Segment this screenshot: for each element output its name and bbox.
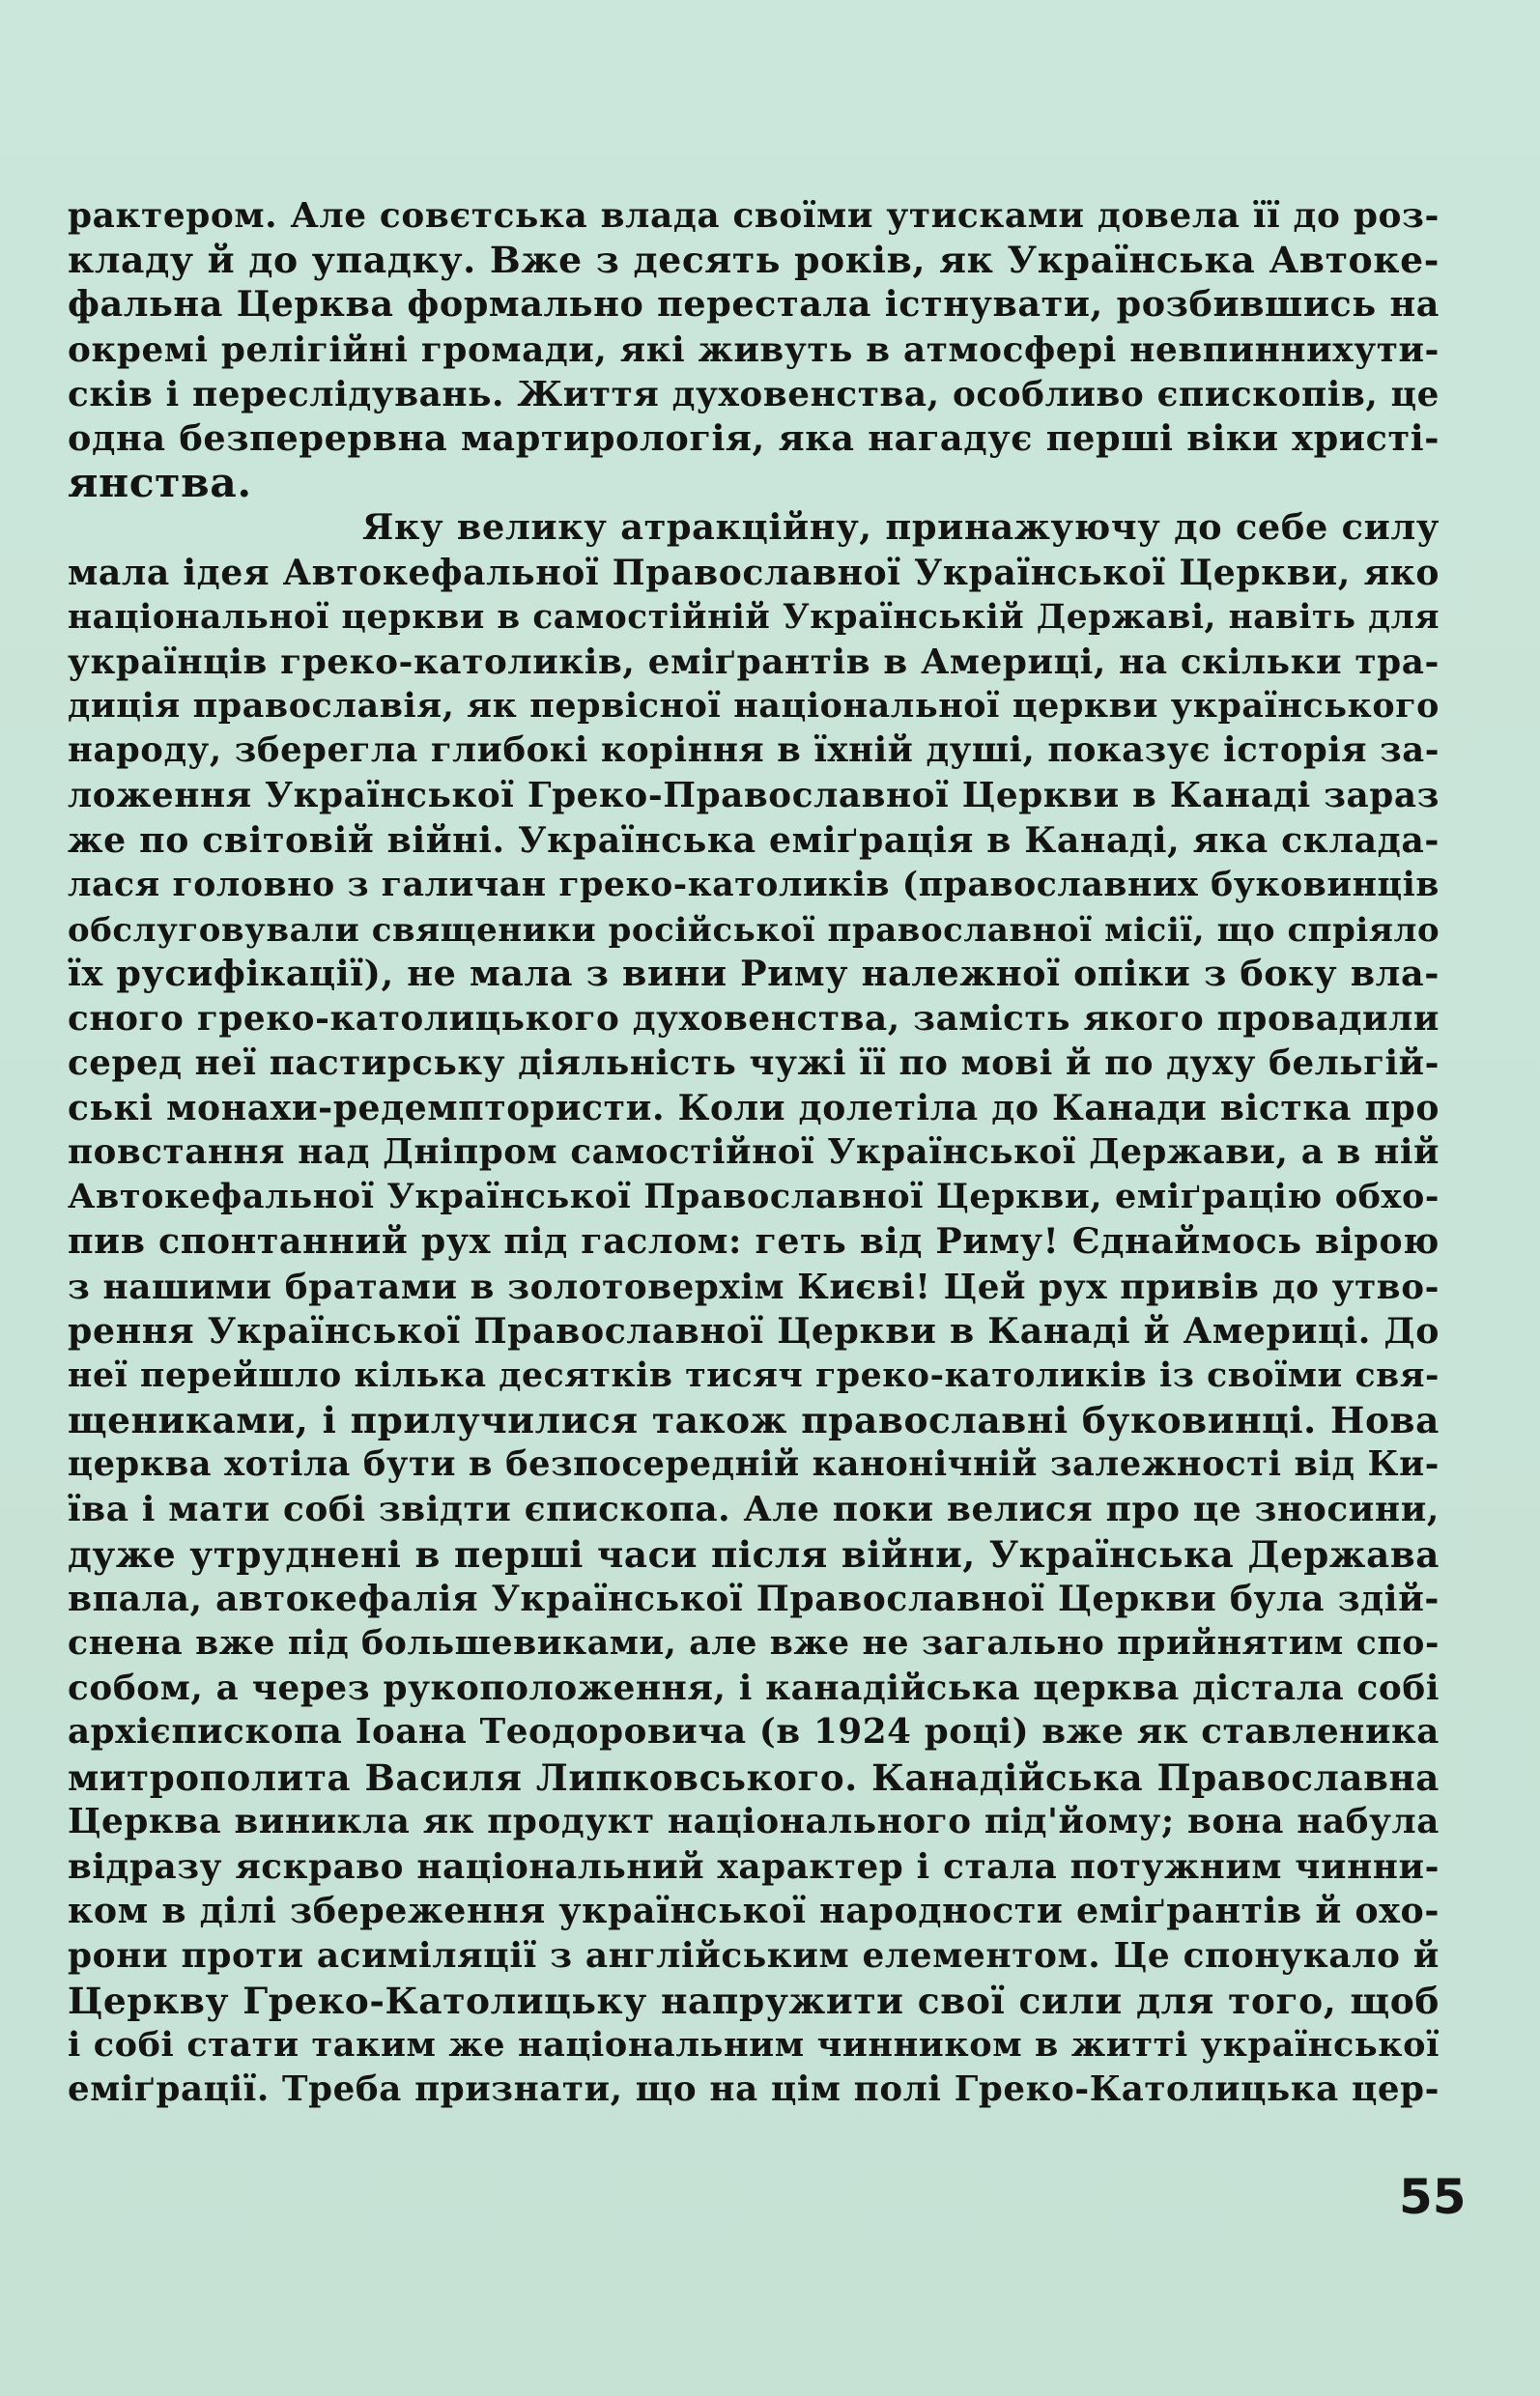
text-line: церква хотіла бути в безпосередній канонічній залежності від Ки-: [68, 1444, 1440, 1485]
text-line: снена вже під большевиками, але вже не загально прийнятим спо-: [68, 1623, 1440, 1663]
text-line: Автокефальної Української Православної Церкви, еміґрацію обхо-: [68, 1177, 1440, 1217]
text-line: ложення Української Греко-Православної Церкви в Канаді зараз: [68, 775, 1440, 816]
text-line: лася головно з галичан греко-католиків (православних буковинців: [68, 865, 1440, 904]
text-line: диція православія, як первісної національної церкви українського: [68, 686, 1440, 727]
paragraph-start-line: Яку велику атракційну, принажуючу до себе силу: [362, 506, 1440, 549]
text-line: янства.: [68, 461, 252, 506]
text-line: і собі стати таким же національним чинником в житті української: [68, 2024, 1440, 2065]
page-number: 55: [1399, 2169, 1467, 2225]
text-line: кладу й до упадку. Вже з десять років, як Українська Автоке-: [68, 239, 1440, 282]
text-line: Церква виникла як продукт національного під'йому; вона набула: [68, 1801, 1440, 1841]
text-line: фальна Церква формально перестала істнувати, розбившись на: [68, 283, 1440, 326]
text-line: сного греко-католицького духовенства, замість якого провадили: [68, 998, 1440, 1040]
text-line: з нашими братами в золотоверхім Києві! Цей рух привів до утво-: [68, 1266, 1440, 1307]
text-line: їх русифікації), не мала з вини Риму належної опіки з боку вла-: [68, 953, 1440, 995]
text-line: повстання над Дніпром самостійної Української Держави, а в ній: [68, 1131, 1440, 1172]
text-line: собом, а через рукоположення, і канадійська церква дістала собі: [68, 1668, 1440, 1709]
text-line: щениками, і прилучилися також православні буковинці. Нова: [68, 1399, 1440, 1442]
text-line: ком в ділі збереження української народности еміґрантів й охо-: [68, 1890, 1440, 1932]
text-line: одна безперервна мартирологія, яка нагадує перші віки христі-: [68, 416, 1440, 459]
text-line: окремі релігійні громади, які живуть в атмосфері невпиннихути-: [68, 328, 1440, 370]
text-line: обслуговували священики російської православної місії, що спріяло: [68, 910, 1440, 949]
text-line: рони проти асиміляції з англійським елементом. Це спонукало й: [68, 1935, 1440, 1977]
text-line: рення Української Православної Церкви в Канаді й Америці. До: [68, 1309, 1440, 1352]
text-line: народу, зберегла глибокі коріння в їхній душі, показує історія за-: [68, 730, 1440, 771]
text-line: національної церкви в самостійній Українській Державі, навіть для: [68, 597, 1440, 637]
text-line: відразу яскраво національний характер і стала потужним чинни-: [68, 1845, 1440, 1887]
text-line: архієпископа Іоана Теодоровича (в 1924 році) вже як ставленика: [68, 1712, 1440, 1753]
text-line: неї перейшло кілька десятків тисяч греко-католиків із своїми свя-: [68, 1355, 1440, 1395]
text-line: митрополита Василя Липковського. Канадійська Православна: [68, 1755, 1440, 1799]
text-line: українців греко-католиків, еміґрантів в Америці, на скільки тра-: [68, 641, 1440, 682]
text-line: впала, автокефалія Української Православної Церкви була здій-: [68, 1577, 1440, 1619]
text-line: серед неї пастирську діяльність чужі її по мові й по духу бельгій-: [68, 1042, 1440, 1083]
body-text: [68, 193, 1440, 2112]
text-line: пив спонтанний рух під гаслом: геть від Риму! Єднаймось вірою: [68, 1220, 1440, 1263]
text-line: еміґрації. Треба признати, що на цім полі Греко-Католицька цер-: [68, 2068, 1440, 2109]
text-line: сків і переслідувань. Життя духовенства, особливо єпископів, це: [68, 373, 1440, 414]
text-line: мала ідея Автокефальної Православної Української Церкви, яко: [68, 551, 1440, 593]
text-line: дуже утруднені в перші часи після війни, Українська Держава: [68, 1532, 1440, 1576]
text-line: їва і мати собі звідти єпископа. Але поки велися про це зносини,: [68, 1489, 1440, 1530]
text-line: же по світовій війні. Українська еміґрація в Канаді, яка склада-: [68, 818, 1440, 861]
text-line: Церкву Греко-Католицьку напружити свої сили для того, щоб: [68, 1979, 1440, 2022]
text-line: ські монахи-редемптористи. Коли долетіла до Канади вістка про: [68, 1086, 1440, 1128]
text-line: рактером. Але совєтська влада своїми утисками довела її до роз-: [68, 195, 1440, 236]
